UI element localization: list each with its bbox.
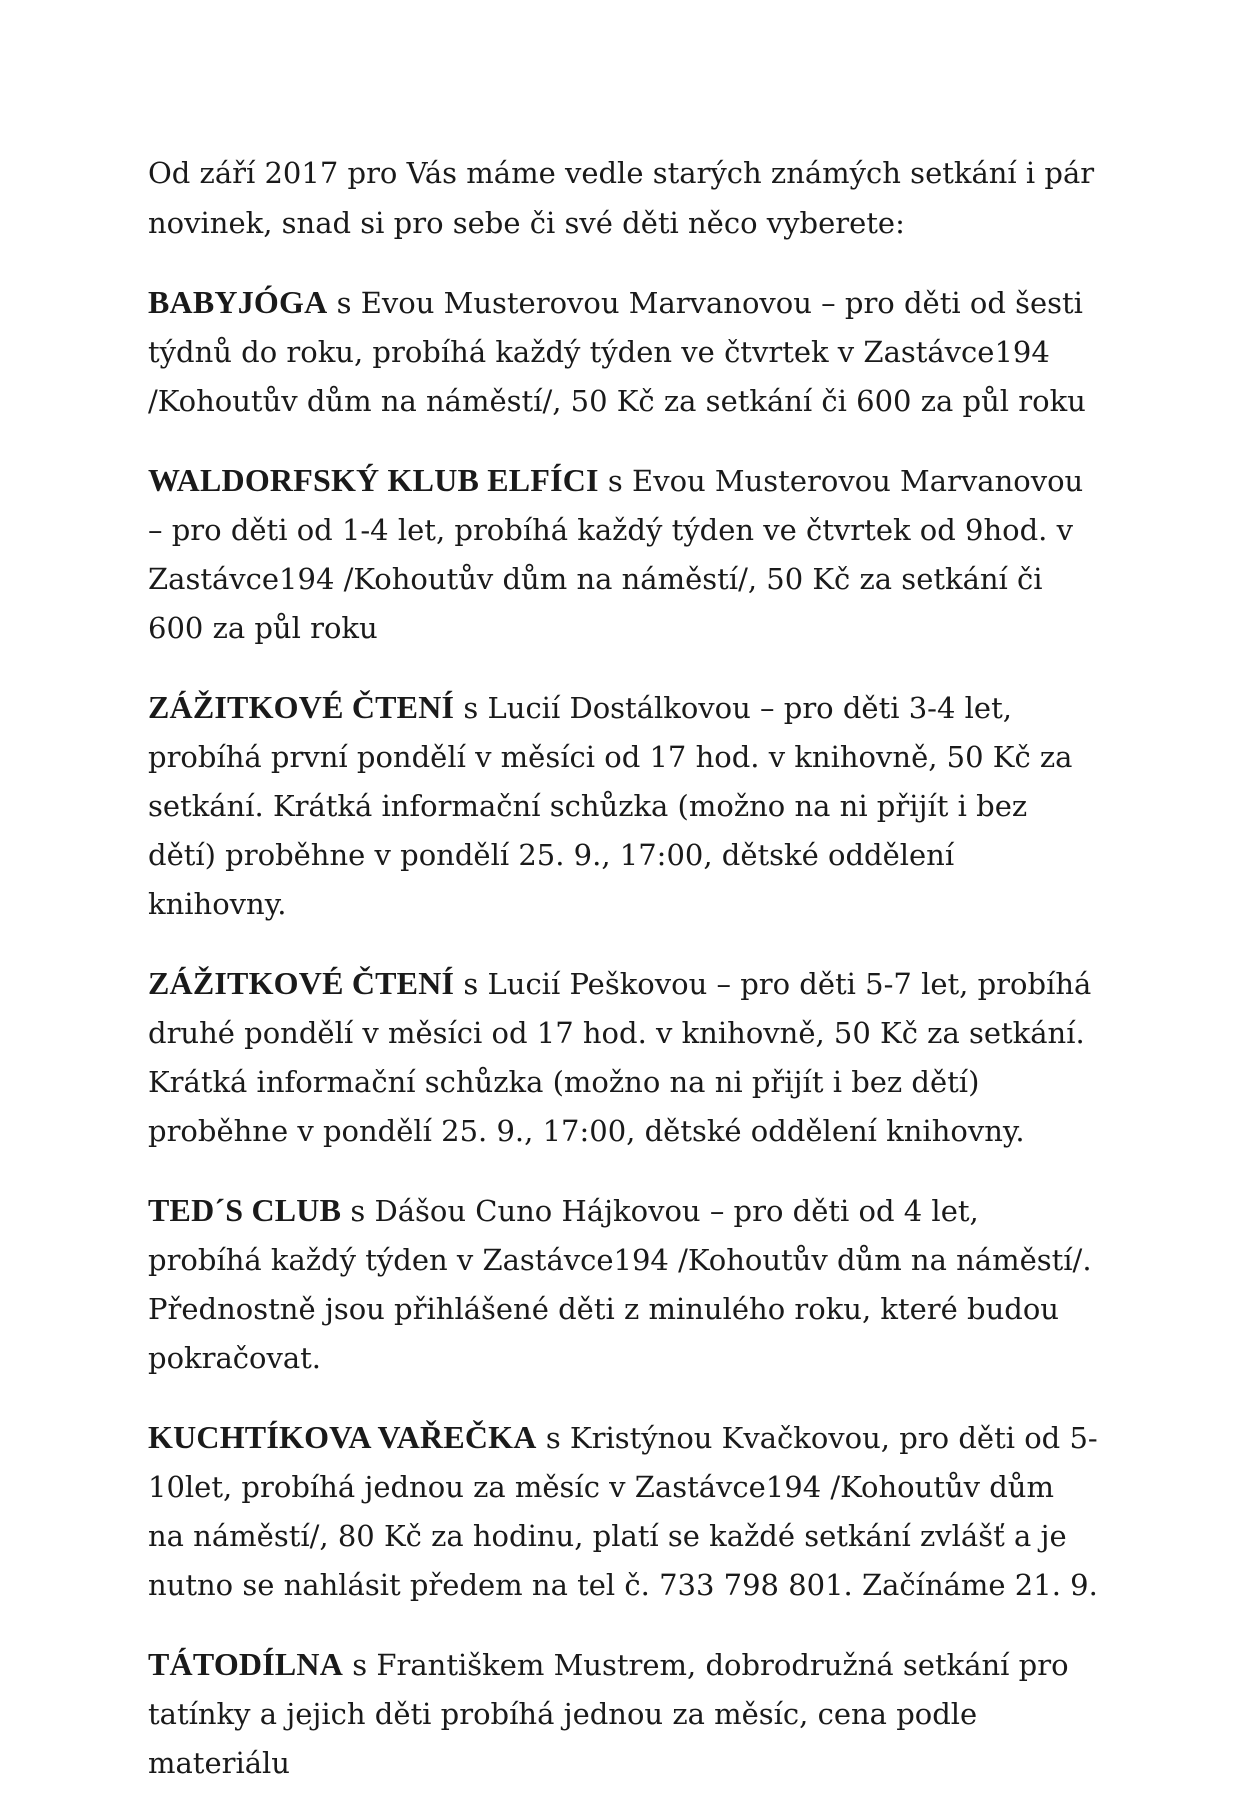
activity-title: TÁTODÍLNA — [148, 1646, 344, 1682]
activity-description: s Františkem Mustrem, dobrodružná setkání pro tatínky a jejich děti probíhá jednou za měsíc, cena podle materiálu — [148, 1648, 1069, 1780]
activity-description: s Lucií Dostálkovou – pro děti 3-4 let, probíhá první pondělí v měsíci od 17 hod. v knihovně, 50 Kč za setkání. Krátká informační schůzka (možno na ni přijít i bez dětí) proběhne v pondělí 25. 9., 17:00, dětské oddělení knihovny. — [148, 691, 1073, 921]
activity-entry-teds-club — [148, 1186, 1098, 1383]
activity-entry-zazitkove-cteni-2 — [148, 959, 1098, 1156]
activity-title: BABYJÓGA — [148, 284, 328, 320]
activity-entry-zazitkove-cteni-1 — [148, 683, 1098, 929]
activity-entry-babyjoga — [148, 278, 1098, 426]
intro-paragraph: Od září 2017 pro Vás máme vedle starých známých setkání i pár novinek, snad si pro sebe či své děti něco vyberete: — [148, 156, 1095, 240]
activity-description: s Dášou Cuno Hájkovou – pro děti od 4 let, probíhá každý týden v Zastávce194 /Kohoutův dům na náměstí/. Přednostně jsou přihlášené děti z minulého roku, které budou pokračovat. — [148, 1194, 1092, 1375]
activity-entry-tatodilna — [148, 1640, 1098, 1788]
activity-entry-waldorfsky-klub — [148, 456, 1098, 653]
activity-title: TED´S CLUB — [148, 1192, 342, 1228]
activity-entry-kuchtikova-varecka — [148, 1413, 1098, 1610]
activity-description: s Kristýnou Kvačkovou, pro děti od 5-10let, probíhá jednou za měsíc v Zastávce194 /Kohoutův dům na náměstí/, 80 Kč za hodinu, platí se každé setkání zvlášť a je nutno se nahlásit předem na tel č. 733 798 801. Začínáme 21. 9. — [148, 1421, 1098, 1602]
activity-description: s Lucií Peškovou – pro děti 5-7 let, probíhá druhé pondělí v měsíci od 17 hod. v knihovně, 50 Kč za setkání. Krátká informační schůzka (možno na ni přijít i bez dětí) proběhne v pondělí 25. 9., 17:00, dětské oddělení knihovny. — [148, 967, 1092, 1148]
activity-description: s Evou Musterovou Marvanovou – pro děti od 1-4 let, probíhá každý týden ve čtvrtek od 9hod. v Zastávce194 /Kohoutův dům na náměstí/, 50 Kč za setkání či 600 za půl roku — [148, 464, 1084, 645]
activity-description: s Evou Musterovou Marvanovou – pro děti od šesti týdnů do roku, probíhá každý týden ve čtvrtek v Zastávce194 /Kohoutův dům na náměstí/, 50 Kč za setkání či 600 za půl roku — [148, 286, 1086, 418]
activity-title: ZÁŽITKOVÉ ČTENÍ — [148, 689, 455, 725]
document-body — [148, 148, 1098, 1818]
activity-title: WALDORFSKÝ KLUB ELFÍCI — [148, 462, 599, 498]
activity-title: KUCHTÍKOVA VAŘEČKA — [148, 1419, 537, 1455]
activity-title: ZÁŽITKOVÉ ČTENÍ — [148, 965, 455, 1001]
